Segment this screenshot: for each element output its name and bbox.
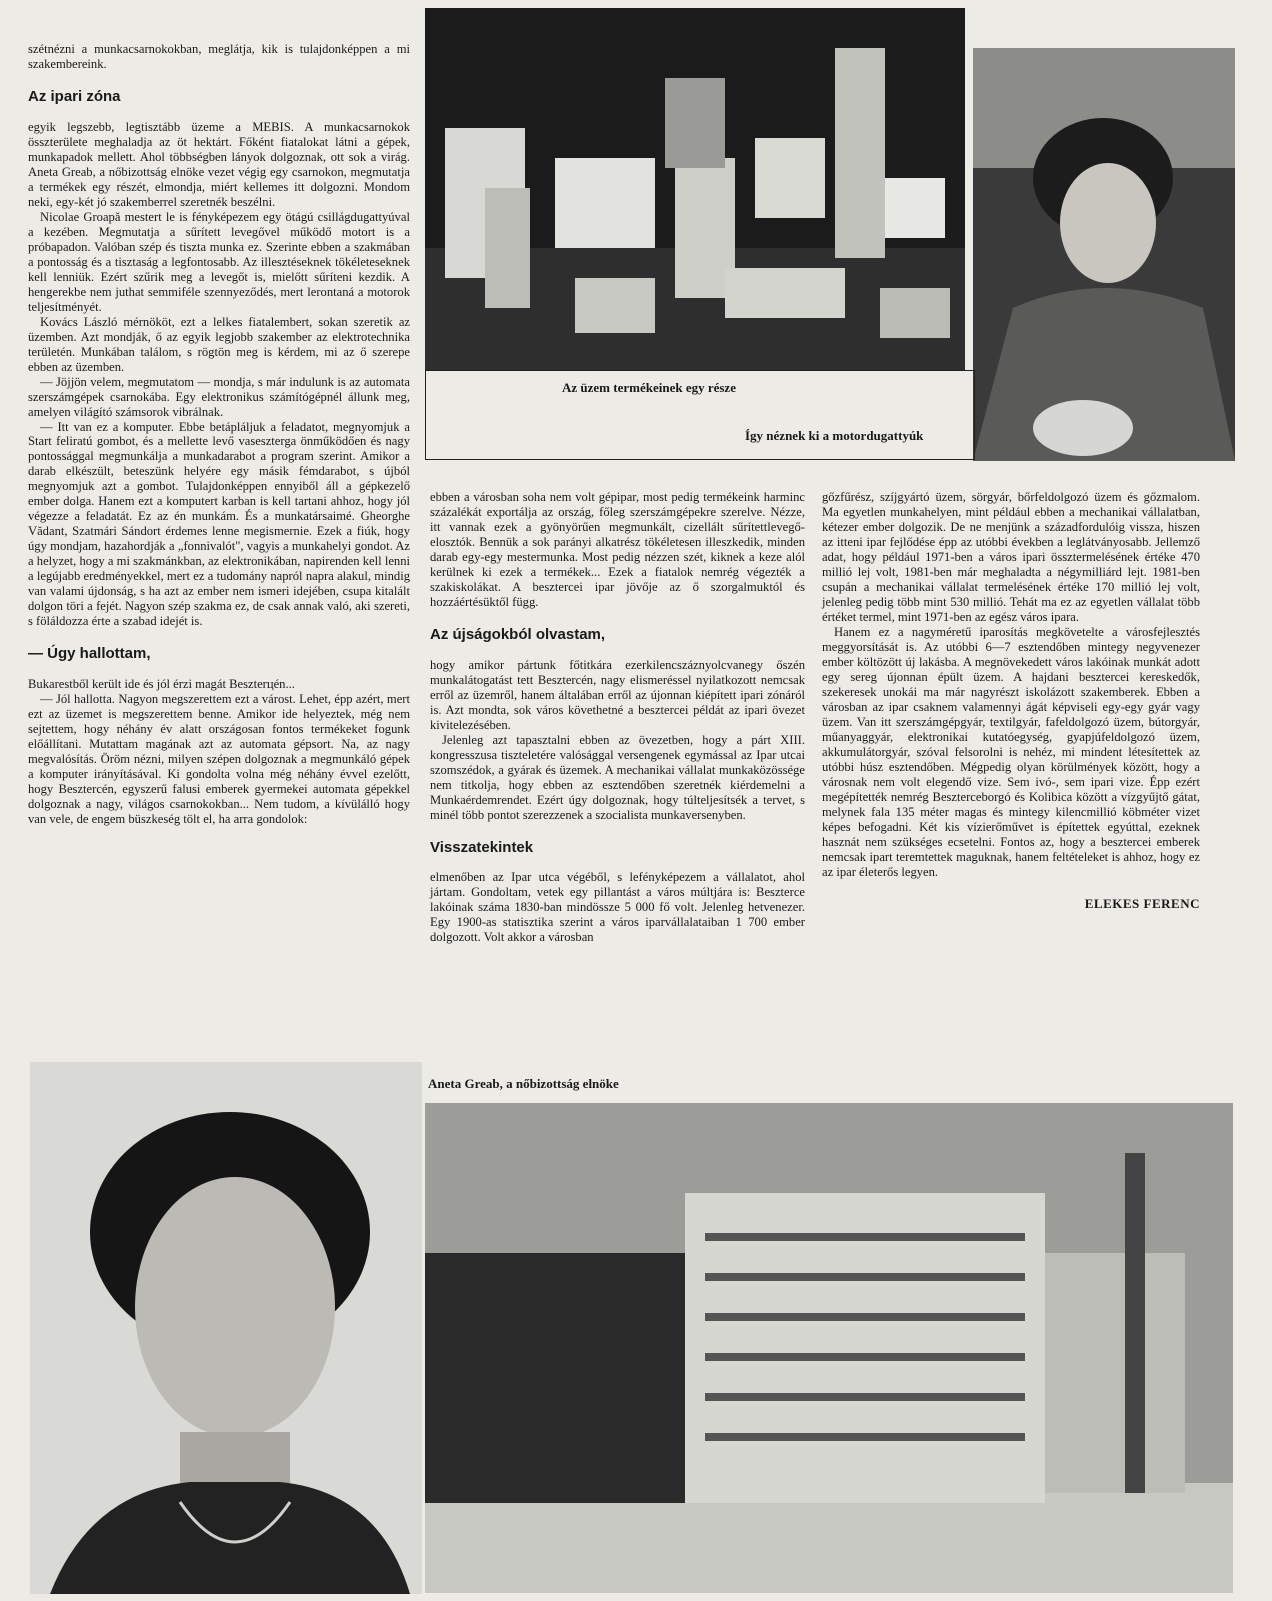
paragraph: Bukarestből került ide és jól érzi magát Beszterцén... (28, 677, 295, 692)
paragraph: ebben a városban soha nem volt gépipar, most pedig termékeink harminc százalékát exportálja az ország, főleg szerszámgépekre szerelve. Nézze, itt vannak ezek a gyönyörűen megmunkált, cizellált sűrítettlevegő-elosztók. Bennük a sok parányi alkatrész tökéletesen illeszkedik, minden darab egy-egy mestermunka. Most pedig nézzen szét, kiknek a keze alól kerülnek ki ezek a termékek... Ezek a fiatalok nemrég végezték a szakiskolákat. A besztercei ipar jövője az ő szorgalmuktól és hozzáértésüktől függ. (430, 490, 805, 609)
caption-machines: Az üzem termékeinek egy része (562, 380, 736, 395)
machines-photo (425, 8, 965, 370)
portrait-photo (30, 1062, 422, 1594)
subheading-visszatekintek: Visszatekintek (430, 838, 534, 856)
paragraph: egyik legszebb, legtisztább üzeme a MEBIS. A munkacsarnokok összterülete meghaladja az öt hektárt. Főként fiatalokat látni a gépek, munkapadok mellett. Ahol többségben lányok dolgoznak, ott sok a virág. Aneta Greab, a nőbizottság elnöke vezet végig egy csarnokon, megmutatja a termékek egy részét, elmondja, miért kellemes itt dolgozni. Mondom neki, egy-két jó szakemberrel szeretnék beszélni. (28, 119, 410, 209)
caption-portrait: Aneta Greab, a nőbizottság elnöke (428, 1076, 619, 1091)
paragraph: — Jól hallotta. Nagyon megszerettem ezt a várost. Lehet, épp azért, mert ezt az üzemet is megszerettem benne. Amikor ide helyeztek, még nem sejtettem, hogy néhány év alatt országosan fontos termékeket fogunk előállítani. Mutattam magának azt az automata gépsort. Na, az nagy megvalósítás. Öröm nézni, milyen szépen dolgoznak a megmunkáló gépek a komputer irányításával. Ki gondolta volna még néhány évvel ezelőtt, hogy Besztercén, egyszerű falusi emberek gyermekei automata gépekkel dolgoznak a nagy, világos csarnokokban... Nem tudom, a kívülálló hogy van vele, de engem büszkeség tölt el, ha arra gondolok: (28, 692, 410, 826)
paragraph: Nicolae Groapă mestert le is fényképezem egy ötágú csillágdugattyúval a kezében. Megmutatja a sűrített levegővel működő motort is a próbapadon. Valóban szép és tiszta munka ez. Szerinte ebben a szakmában a pontosság és a tisztaság a legfontosabb. Az illesztéseknek tökéleteseknek kell lenniük. Ezért szűrik meg a levegőt is, mielőtt sűríteni kezdik. A hengerekbe nem juthat semmiféle szennyeződés, mert lerontaná a motorok teljesítményét. (28, 209, 410, 314)
paragraph: Hanem ez a nagyméretű iparosítás megkövetelte a városfejlesztés meggyorsítását is. Az utóbbi 6—7 esztendőben mintegy negyvenezer ember költözött új lakásba. A megnövekedett város lakóinak munkát adott egy sereg újonnan épült üzem. A hajdani besztercei kereskedők, szekeresek unokái ma már nagyrészt iskolázott szakemberek. Ebben a városban az ipar csaknem valamennyi ágát képviseli egy-egy gyár vagy üzem. Van itt szerszámgépgyár, textilgyár, fafeldolgozó üzem, bútorgyár, műanyaggyár, elektronikai kutatóegység, gyapjúfeldolgozó üzem, akkumulátorgyár, szóval felsorolni is nehéz, mi mindent létesítettek az utóbbi húsz esztendőben. Mégpedig olyan körülmények között, hogy a városnak nem volt elegendő vize. Sem ivó-, sem ipari vize. Épp ezért megépítették nemrég Besztercebоrgó és Kolibica között a vízgyűjtő gátat, melynek fala 135 méter magas és mintegy kilencmillió köbméter vizet képes befogadni. Két kis vízierőművet is építettek egyúttal, ezeknek hasznát nem szükséges ecsetelni. Fontos az, hogy a besztercei emberek nemcsak ipart teremtettek maguknak, hanem feltételeket is ahhoz, hogy ez az ipar életerős legyen. (822, 624, 1200, 879)
article-column-2 (430, 490, 805, 945)
caption-pistons: Így néznek ki a motordugattyúk (745, 428, 924, 443)
subheading-ipari-zona: Az ipari zóna (28, 87, 121, 105)
paragraph: — Itt van ez a komputer. Ebbe betápláljuk a feladatot, megnyomjuk a Start feliratú gombot, és a mellette levő vasesztergа önműködően és nagy pontossággal megmunkálja a munkadarabot a program szerint. Amikor a darab elkészült, beteszünk helyére egy másik fémdarabot, s újból megnyomjuk azt a gombot. Tulajdonképpen ennyiből áll a gépkezelő ember dolga. Hanem ezt a komputert karban is kell tartani ahhoz, hogy jól végezze a feladatát. Ez az én munkám. És a munkatársaimé. Gheorghe Vădant, Szatmári Sándort érdemes lenne megismernie. Ezek a fiúk, hogy úgy mondjam, hazahordják a „fonnivalót", vagyis a munkahelyi gondot. Az a helyzet, hogy a mi szakmánkban, az elektronikában, napirenden kell lenni a legújabb eredményekkel, mert ez a tudomány napról napra alakul, mindig van valami újdonság, s ha azt az ember nem ismeri idejében, csupa kitalált dolgon töri a fejét. Nagyon szép szakma ez, de csak annak való, aki szereti, s föláldozza érte a szabad idejét is. (28, 419, 410, 629)
paragraph: szétnézni a munkacsarnokokban, meglátja, kik is tulajdonképpen a mi szakembereink. (28, 42, 410, 71)
article-column-3 (822, 490, 1200, 911)
paragraph: Kovács László mérnököt, ezt a lelkes fiatalembert, sokan szeretik az üzemben. Azt mondják, ő az egyik legjobb szakember az elektrotechnika területén. Munkában találom, s rögtön meg is kérdem, mi az ő szerepe ebben az üzemben. (28, 314, 410, 374)
article-column-1 (28, 42, 410, 827)
paragraph: — Jöjjön velem, megmutatom — mondja, s már indulunk is az automata szerszámgépek csarnokába. Egy elektronikus számítógépnél állunk meg, amelyen világító számsorok vibrálnak. (28, 374, 410, 419)
paragraph: gőzfűrész, szíjgyártó üzem, sörgyár, bőrfeldolgozó üzem és gőzmalom. Ma egyetlen munkahelyen, mint például ebben a mechanikai vállalatban, kétezer ember dolgozik. De ne menjünk a századfordulóig vissza, hiszen az itteni ipar fejlődése épp az utóbbi években a leglátványosabb. Jellemző adat, hogy például 1971-ben a város ipari össztermelésének értéke 470 millió lej volt, 1981-ben már meghaladta a négymilliárd lejt. 1981-ben csupán a mechanikai vállalat termelésének értéke 170 millió lej volt, jelenleg pedig több mint 530 millió. Tehát ma ez az egyetlen vállalat több értéket termel, mint 1971-ben az egész város ipara. (822, 490, 1200, 624)
paragraph: Jelenleg azt tapasztalni ebben az övezetben, hogy a párt XIII. kongresszusa tiszteletére valósággal versengenek egymással az Ipar utcai szomszédok, a gyárak és üzemek. A mechanikai vállalat munkaközössége nem titkolja, hogy ebben az esztendőben szeretnék kiérdemelni a Munkaérdemrendet. Ezért úgy dolgoznak, hogy túlteljesítsék a tervet, s minél több pontot szerezzenek a szocialista munkaversenyben. (430, 732, 805, 822)
postcard-photo (425, 1103, 1233, 1593)
subheading-ujsagokbol: Az újságokból olvastam, (430, 625, 606, 643)
author-signature: ELEKES FERENC (1084, 895, 1200, 911)
paragraph: elmenőben az Ipar utca végéből, s lefényképezem a vállalatot, ahol jártam. Gondoltam, vetek egy pillantást a város múltjára is: Beszterce lakóinak száma 1830-ban mindössze 5 000 fő volt. Jelenleg hetvenezer. Egy 1900-as statisztika szerint a város iparvállalataiban 1 700 ember dolgozott. Volt akkor a városban (430, 870, 805, 945)
paragraph: hogy amikor pártunk főtitkára ezerkilencszáznyolcvanegy őszén munkalátogatást tett Besztercén, nagy elismeréssel nyilatkozott nemcsak erről az üzemről, hanem általában erről az újonnan kiépített ipari zónáról is. Azt mondta, sok város követhetné a besztercei példát az ipari övezet kivitelezésében. (430, 657, 805, 732)
piston-worker-photo (973, 48, 1235, 461)
subheading-ugy-hallottam: — Úgy hallottam, (28, 645, 151, 663)
